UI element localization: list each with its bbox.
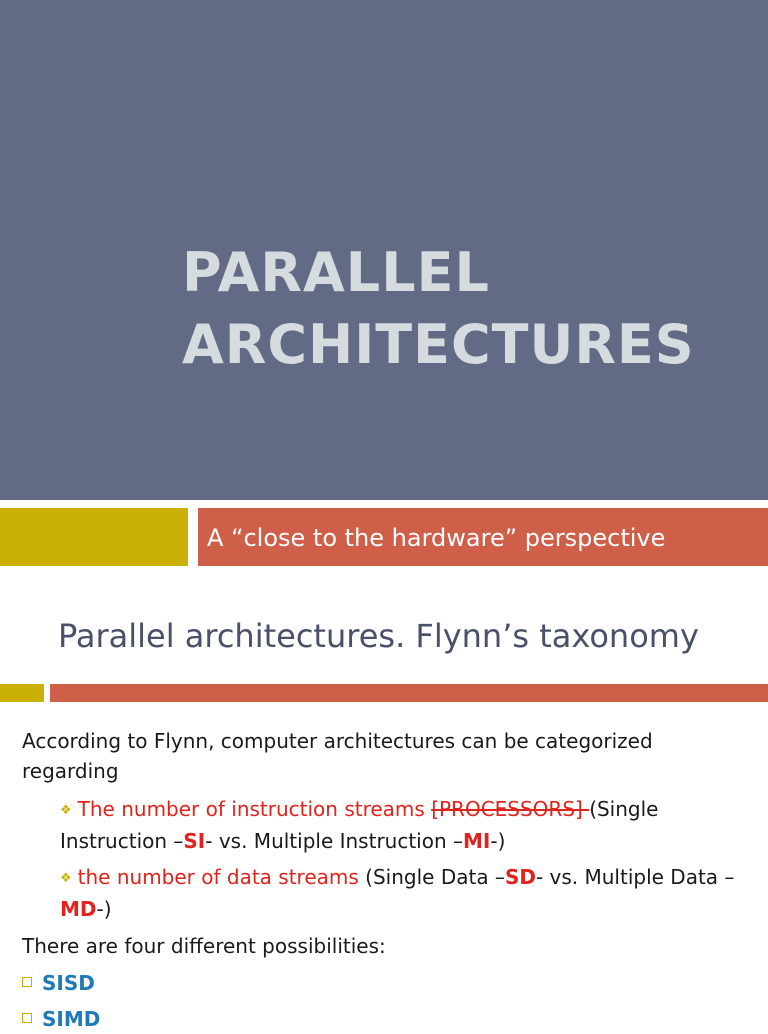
bullet1-text-c: -) xyxy=(490,829,506,853)
accent-bar-orange xyxy=(50,684,768,702)
intro-paragraph: According to Flynn, computer architectures can be categorized regarding xyxy=(22,729,653,783)
hollow-square-bullet-icon xyxy=(22,977,32,987)
list-item-label: SIMD xyxy=(42,1007,101,1031)
list-item-simd xyxy=(22,1004,100,1034)
slide-title-line-2: ARCHITECTURES xyxy=(182,313,695,376)
struck-processors: [PROCESSORS] xyxy=(431,797,590,821)
bullet2-text-c: -) xyxy=(96,897,112,921)
bullet2-text-b: - vs. Multiple Data – xyxy=(535,865,735,889)
bullet1-text-b: - vs. Multiple Instruction – xyxy=(205,829,464,853)
accent-bar-yellow-small xyxy=(0,684,44,702)
bullet-data-streams xyxy=(60,862,750,924)
bullet2-lead: the number of data streams xyxy=(77,865,359,889)
content-slide-title: Parallel architectures. Flynn’s taxonomy xyxy=(58,617,699,655)
diamond-bullet-icon: ❖ xyxy=(60,871,72,886)
list-item-label: SISD xyxy=(42,971,95,995)
mi-label: MI xyxy=(463,829,491,853)
accent-bar-yellow xyxy=(0,508,188,566)
slide-title-line-1: PARALLEL xyxy=(182,241,490,304)
bullet1-lead: The number of instruction streams xyxy=(77,797,432,821)
sd-label: SD xyxy=(504,865,536,889)
list-item-sisd xyxy=(22,968,95,998)
si-label: SI xyxy=(183,829,206,853)
md-label: MD xyxy=(60,897,97,921)
slide-subtitle: A “close to the hardware” perspective xyxy=(207,524,666,552)
bullet2-text-a: (Single Data – xyxy=(358,865,505,889)
possibilities-paragraph: There are four different possibilities: xyxy=(22,934,386,958)
bullet1-text-a: (Single Instruction – xyxy=(60,797,659,853)
hollow-square-bullet-icon xyxy=(22,1013,32,1023)
bullet-instruction-streams xyxy=(60,794,750,856)
diamond-bullet-icon: ❖ xyxy=(60,803,72,818)
